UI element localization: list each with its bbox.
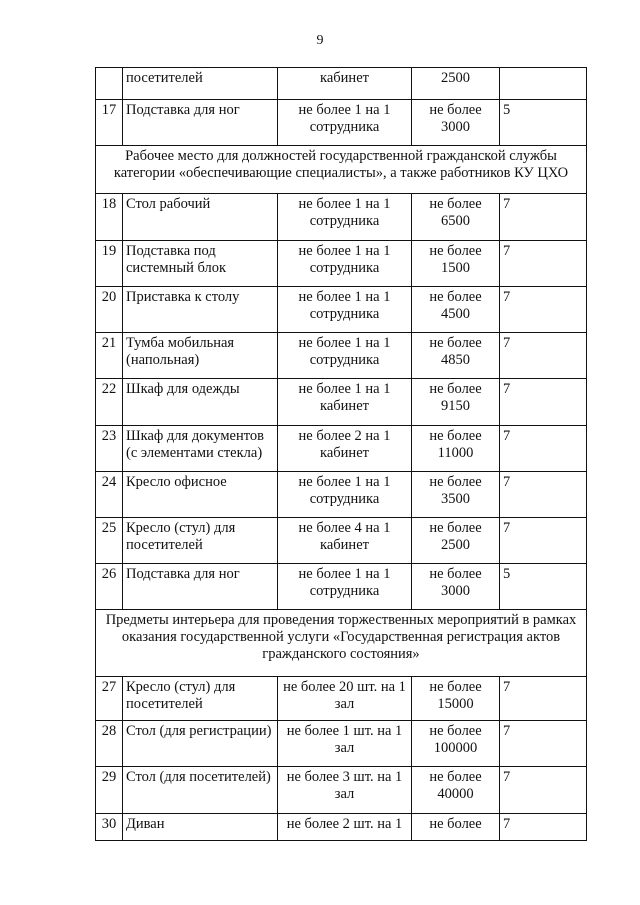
cell-price: не более 15000 [412, 677, 500, 721]
cell-price: не более 3000 [412, 564, 500, 610]
table-row-continuation [96, 68, 587, 100]
cell-name: Шкаф для документов (с элементами стекла) [123, 426, 278, 472]
cell-num: 25 [96, 518, 123, 564]
cell-price: не более 2500 [412, 518, 500, 564]
table-row [96, 677, 587, 721]
cell-price: не более 40000 [412, 767, 500, 814]
cell-num: 23 [96, 426, 123, 472]
cell-norm: не более 1 шт. на 1 зал [278, 721, 412, 767]
table-row [96, 100, 587, 146]
cell-num: 28 [96, 721, 123, 767]
cell-name: Стол (для регистрации) [123, 721, 278, 767]
cell-term: 7 [500, 767, 587, 814]
cell-name: Кресло (стул) для посетителей [123, 677, 278, 721]
cell-term: 7 [500, 721, 587, 767]
cell-num: 17 [96, 100, 123, 146]
cell-norm: не более 1 на 1 сотрудника [278, 564, 412, 610]
cell-term: 7 [500, 814, 587, 841]
cell-name: Подставка под системный блок [123, 241, 278, 287]
cell-name: Подставка для ног [123, 564, 278, 610]
cell-name: Кресло офисное [123, 472, 278, 518]
cell-price: не более [412, 814, 500, 841]
cell-name: Стол рабочий [123, 194, 278, 241]
cell-norm: кабинет [278, 68, 412, 100]
table-row [96, 426, 587, 472]
cell-name: Приставка к столу [123, 287, 278, 333]
cell-price: не более 9150 [412, 379, 500, 426]
table-row [96, 241, 587, 287]
cell-price: не более 4500 [412, 287, 500, 333]
table-row [96, 767, 587, 814]
cell-term: 5 [500, 564, 587, 610]
page-number: 9 [316, 33, 324, 48]
cell-term: 7 [500, 518, 587, 564]
cell-norm: не более 1 на 1 сотрудника [278, 333, 412, 379]
table-row [96, 814, 587, 841]
table-row [96, 287, 587, 333]
cell-num: 20 [96, 287, 123, 333]
cell-num: 26 [96, 564, 123, 610]
cell-price: не более 100000 [412, 721, 500, 767]
cell-name: Шкаф для одежды [123, 379, 278, 426]
cell-norm: не более 3 шт. на 1 зал [278, 767, 412, 814]
cell-name: Диван [123, 814, 278, 841]
cell-term: 7 [500, 677, 587, 721]
cell-norm: не более 1 на 1 сотрудника [278, 287, 412, 333]
cell-norm: не более 1 на 1 сотрудника [278, 472, 412, 518]
table-row [96, 564, 587, 610]
cell-price: не более 3000 [412, 100, 500, 146]
cell-price: не более 1500 [412, 241, 500, 287]
cell-term: 7 [500, 194, 587, 241]
cell-num: 18 [96, 194, 123, 241]
cell-num: 22 [96, 379, 123, 426]
cell-name: Подставка для ног [123, 100, 278, 146]
table-row [96, 333, 587, 379]
table-row [96, 721, 587, 767]
cell-term: 5 [500, 100, 587, 146]
cell-name: Тумба мобильная (напольная) [123, 333, 278, 379]
cell-name: Стол (для посетителей) [123, 767, 278, 814]
table-row [96, 518, 587, 564]
cell-term: 7 [500, 379, 587, 426]
furniture-norms-table [95, 67, 587, 841]
cell-norm: не более 2 на 1 кабинет [278, 426, 412, 472]
table-row [96, 379, 587, 426]
cell-norm: не более 2 шт. на 1 [278, 814, 412, 841]
cell-price: не более 3500 [412, 472, 500, 518]
cell-name: Кресло (стул) для посетителей [123, 518, 278, 564]
cell-num: 29 [96, 767, 123, 814]
cell-price: не более 6500 [412, 194, 500, 241]
cell-name: посетителей [123, 68, 278, 100]
cell-norm: не более 1 на 1 кабинет [278, 379, 412, 426]
cell-price: не более 4850 [412, 333, 500, 379]
cell-num: 21 [96, 333, 123, 379]
cell-term: 7 [500, 472, 587, 518]
cell-term: 7 [500, 287, 587, 333]
cell-norm: не более 4 на 1 кабинет [278, 518, 412, 564]
cell-num: 27 [96, 677, 123, 721]
cell-norm: не более 1 на 1 сотрудника [278, 194, 412, 241]
cell-price: не более 11000 [412, 426, 500, 472]
cell-term [500, 68, 587, 100]
cell-num: 30 [96, 814, 123, 841]
cell-term: 7 [500, 333, 587, 379]
cell-norm: не более 1 на 1 сотрудника [278, 241, 412, 287]
section-heading: Рабочее место для должностей государственной гражданской службы категории «обеспечивающие специалисты», а также работников КУ ЦХО [96, 146, 587, 194]
cell-num: 24 [96, 472, 123, 518]
cell-num [96, 68, 123, 100]
section-row [96, 610, 587, 677]
cell-norm: не более 20 шт. на 1 зал [278, 677, 412, 721]
table-row [96, 472, 587, 518]
cell-term: 7 [500, 241, 587, 287]
table-row [96, 194, 587, 241]
cell-price: 2500 [412, 68, 500, 100]
cell-term: 7 [500, 426, 587, 472]
section-row [96, 146, 587, 194]
section-heading: Предметы интерьера для проведения торжественных мероприятий в рамках оказания государственной услуги «Государственная регистрация актов гражданского состояния» [96, 610, 587, 677]
cell-num: 19 [96, 241, 123, 287]
cell-norm: не более 1 на 1 сотрудника [278, 100, 412, 146]
